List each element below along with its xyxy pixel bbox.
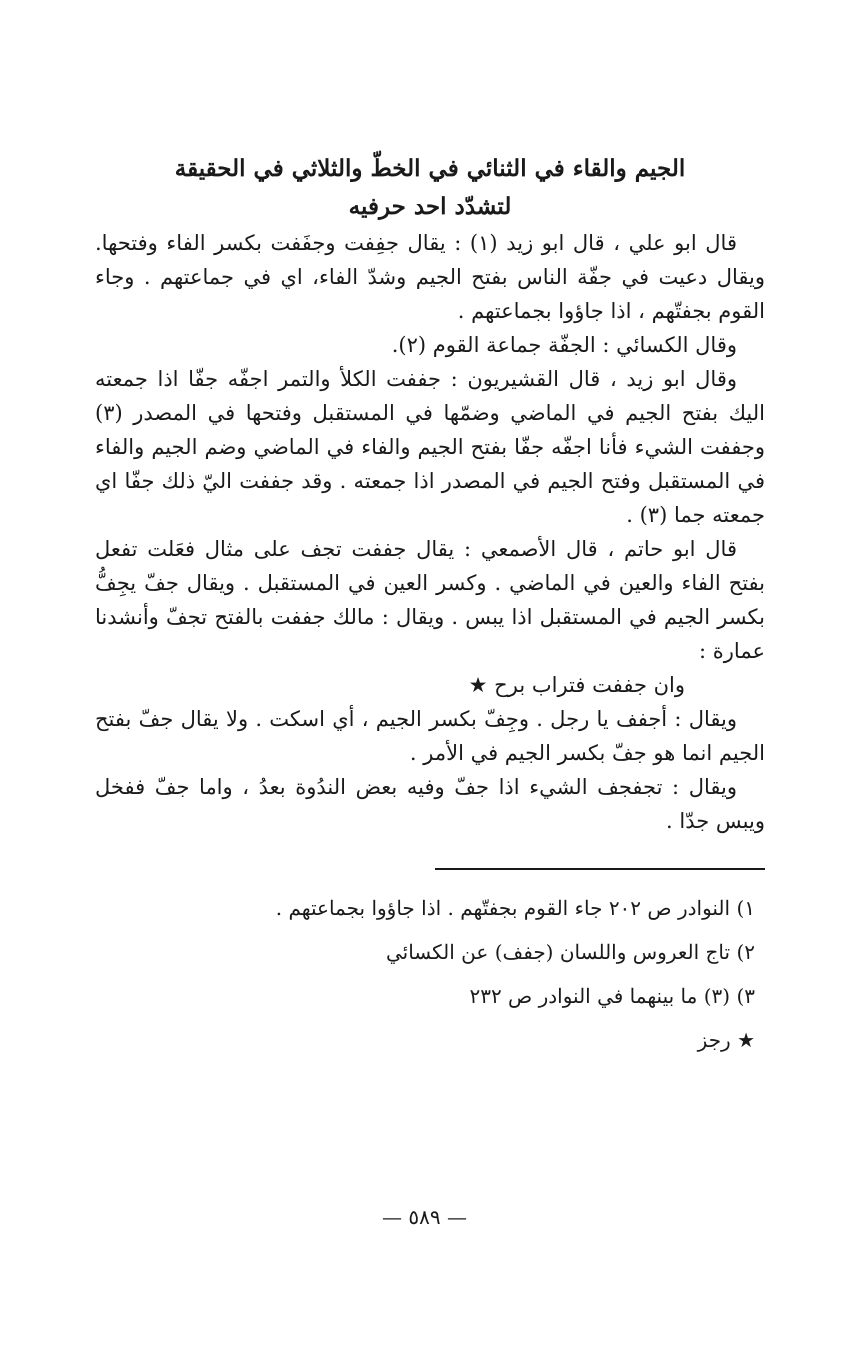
footnotes xyxy=(95,886,765,1062)
footnote-divider xyxy=(435,868,765,870)
page-number: — ٥٨٩ — xyxy=(382,1205,467,1229)
page-title xyxy=(95,150,765,226)
verse-line: وان جففت فتراب برح ★ xyxy=(468,673,685,697)
paragraph: قال ابو حاتم ، قال الأصمعي : يقال جففت تجف على مثال فعَلت تفعل بفتح الفاء والعين في الماضي . وكسر العين في المستقبل . ويقال جفّ يجِفُّ بكسر الجيم في المستقبل اذا يبس . ويقال : مالك جففت بالفتح تجفّ وأنشدنا عمارة : xyxy=(95,537,765,663)
paragraph: وقال الكسائي : الجفّة جماعة القوم (٢). xyxy=(391,333,737,357)
paragraph: وقال ابو زيد ، قال القشيريون : جففت الكلأ والتمر اجفّه جفّا اذا جمعته اليك بفتح الجيم في الماضي وضمّها في المستقبل وفتحها في المصدر (٣) وجففت الشيء فأنا اجفّه جفّا بفتح الجيم والفاء في الماضي وضم الجيم والفاء في المستقبل وفتح الجيم في المصدر اذا جمعته . وقد جففت اليّ ذلك جفّا اي جمعته جما (٣) . xyxy=(95,367,765,527)
footnote-star: ★ رجز xyxy=(697,1028,755,1052)
footnote-1: ١) النوادر ص ٢٠٢ جاء القوم بجفتّهم . اذا جاؤوا بجماعتهم . xyxy=(275,896,755,920)
paragraph: ويقال : تجفجف الشيء اذا جفّ وفيه بعض الندُوة بعدُ ، واما جفّ ففخل ويبس جدّا . xyxy=(95,775,765,833)
title-line-2: لتشدّد احد حرفيه xyxy=(348,193,512,220)
paragraph: قال ابو علي ، قال ابو زيد (١) : يقال جفِفت وجفَفت بكسر الفاء وفتحها. ويقال دعيت في جفّة الناس بفتح الجيم وشدّ الفاء، اي في جماعتهم . وجاء القوم بجفتّهم ، اذا جاؤوا بجماعتهم . xyxy=(95,231,765,323)
title-line-1: الجيم والقاء في الثنائي في الخطّ والثلاثي في الحقيقة xyxy=(174,155,686,182)
footnote-3: ٣) (٣) ما بينهما في النوادر ص ٢٣٢ xyxy=(469,984,755,1008)
document-page xyxy=(95,150,765,1062)
paragraph: ويقال : أجفف يا رجل . وجِفّ بكسر الجيم ، أي اسكت . ولا يقال جفّ بفتح الجيم انما هو جفّ بكسر الجيم في الأمر . xyxy=(95,707,765,765)
footnote-2: ٢) تاج العروس واللسان (جفف) عن الكسائي xyxy=(385,940,755,964)
body-text xyxy=(95,226,765,838)
